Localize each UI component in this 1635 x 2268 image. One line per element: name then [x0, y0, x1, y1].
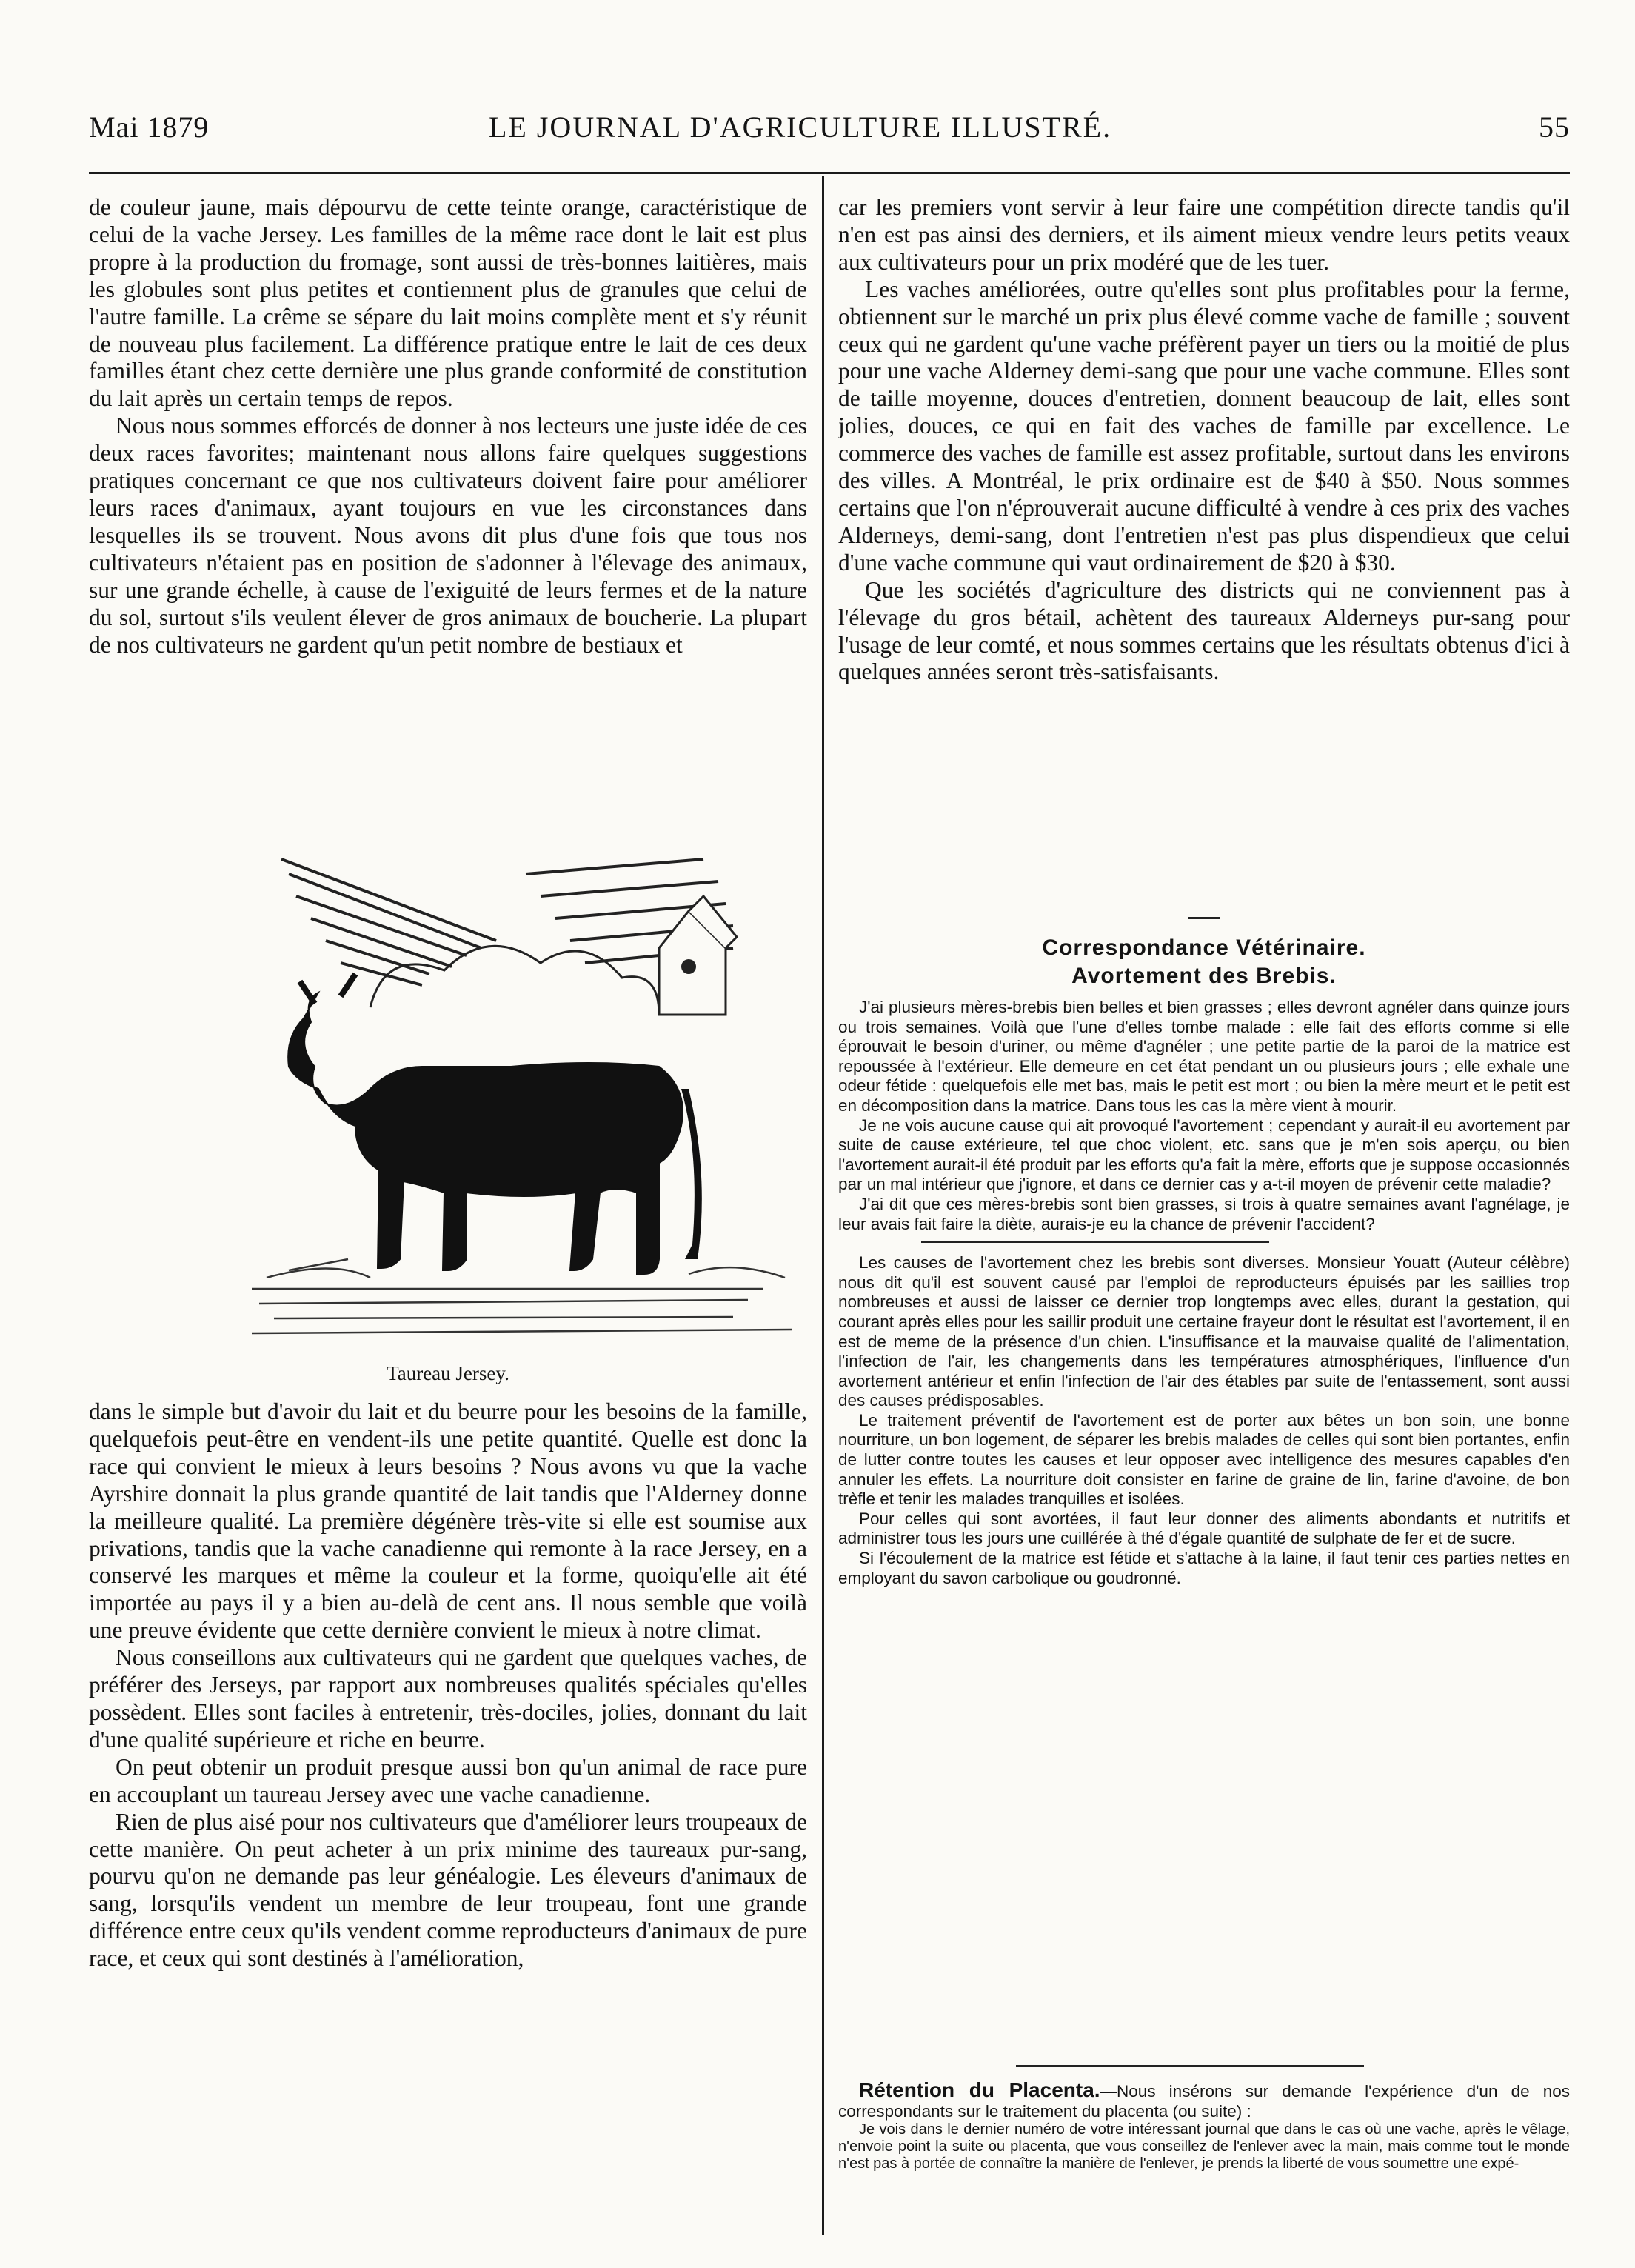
column-divider	[822, 176, 824, 2235]
paragraph: Nous conseillons aux cultivateurs qui ne gardent que quelques vaches, de préférer des Jerseys, par rapport aux nombreuses qualités spéciales qu'elles possèdent. Elles sont faciles à entretenir, très-dociles, jolies, donnant du lait d'une qualité supérieure et riche en beurre.	[89, 1644, 807, 1752]
retention-title: Rétention du Placenta.	[859, 2078, 1100, 2101]
paragraph: On peut obtenir un produit presque aussi bon qu'un animal de race pure en accouplant un taureau Jersey avec une vache canadienne.	[89, 1753, 807, 1807]
paragraph: de couleur jaune, mais dépourvu de cette teinte orange, caractéristique de celui de la vache Jersey. Les familles de la même race dont le lait est plus propre à la production du fromage, sont aussi de très-bonnes laitières, mais les globules sont plus petites et contiennent plus de granules que celui de l'autre famille. La crême se sépare du lait moins complète ment et s'y réunit de nouveau plus facilement. La différence pratique entre le lait de ces deux familles étant chez cette dernière une plus grande conformité de constitution du lait après un certain temps de repos.	[89, 194, 807, 412]
left-column-bottom	[89, 1398, 807, 2228]
barn-window-icon	[681, 959, 696, 974]
page-header	[89, 110, 1570, 145]
paragraph: Que les sociétés d'agriculture des districts qui ne conviennent pas à l'élevage du gros bétail, achètent des taureaux Alderneys pur-sang pour l'usage de leur comté, et nous sommes certains que les résultats obtenus d'ici à quelques années seront très-satisfaisants.	[838, 576, 1570, 685]
section-rule	[1188, 917, 1220, 919]
right-column-top	[838, 194, 1570, 890]
letter-rule	[921, 1241, 1269, 1243]
letter-paragraph: J'ai dit que ces mères-brebis sont bien grasses, si trois à quatre semaines avant l'agnélage, je leur avais fait faire la diète, aurais-je eu la chance de prévenir l'accident?	[838, 1194, 1570, 1233]
answer-paragraph: Pour celles qui sont avortées, il faut leur donner des aliments abondants et nutritifs et administrer tous les jours une cuillérée à thé d'égale quantité de sulphate de fer et de sucre.	[838, 1509, 1570, 1548]
paragraph: Nous nous sommes efforcés de donner à nos lecteurs une juste idée de ces deux races favorites; maintenant nous allons faire quelques suggestions pratiques concernant ce que nos cultivateurs doivent faire pour améliorer leurs races d'animaux, ayant toujours en vue les circonstances dans lesquelles ils se trouvent. Nous avons dit plus d'une fois que tous nos cultivateurs n'étaient pas en position de s'adonner à l'élevage des animaux, sur une grande échelle, à cause de l'exiguité de leurs fermes et de la nature du sol, surtout s'ils veulent élever de gros animaux de boucherie. La plupart de nos cultivateurs ne gardent qu'un petit nombre de bestiaux et	[89, 413, 807, 658]
illustration-caption: Taureau Jersey.	[387, 1362, 509, 1384]
paragraph: dans le simple but d'avoir du lait et du beurre pour les besoins de la famille, quelquefois peut-être en vendent-ils une petite quantité. Quelle est donc la race qui convient le mieux à leurs besoins ? Nous avons vu que la vache Ayrshire donnait la plus grande quantité de lait tandis que l'Alderney donne la meilleure qualité. La première dégénère très-vite si elle est soumise aux privations, tandis que la vache canadienne qui remonte à la race Jersey, en a conservé les marques et même la couleur et la forme, quoiqu'elle ait été importée au pays il y a bien au-delà de cent ans. Il nous semble que voilà une preuve évidente que cette dernière convient le mieux à notre climat.	[89, 1398, 807, 1644]
section-subheading: Avortement des Brebis.	[1071, 964, 1337, 988]
left-column-top	[89, 194, 807, 809]
correspondance-section	[838, 917, 1570, 2072]
paragraph: Rien de plus aisé pour nos cultivateurs que d'améliorer leurs troupeaux de cette manière. On peut acheter à un prix minime des taureaux pur-sang, pourvu qu'on ne demande pas leur généalogie. Les éleveurs d'animaux de sang, lorsqu'ils vendent un membre de leur troupeau, font une grande différence entre ceux qu'ils vendent comme reproducteurs d'animaux de pure race, et ceux qui sont destinés à l'amélioration,	[89, 1808, 807, 1972]
answer-paragraph: Les causes de l'avortement chez les brebis sont diverses. Monsieur Youatt (Auteur célèbre) nous dit qu'il est souvent causé par l'emploi de reproducteurs épuisés par les saillies trop nombreuses et aussi de laisser ce dernier trop longtemps avec elles, durant la gestation, qui courant après elles pour les saillir produit une certaine frayeur dont le résultat est l'avortement, il en est de meme de la présence d'un chien. L'insuffisance et la mauvaise qualité de l'alimentation, l'infection de l'air, les changements dans les températures atmosphériques, l'influence d'un avortement antérieur et enfin l'infection de l'air des étables par suite de l'entassement, sont aussi des causes prédisposables.	[838, 1253, 1570, 1410]
section-rule	[1016, 2065, 1364, 2067]
header-rule	[89, 172, 1570, 174]
section-heading: Correspondance Vétérinaire.	[1042, 935, 1366, 960]
paragraph: car les premiers vont servir à leur faire une compétition directe tandis qu'il n'en est pas ainsi des derniers, et ils aiment mieux vendre leurs petits veaux aux cultivateurs pour un prix modéré que de les tuer.	[838, 194, 1570, 275]
page-number: 55	[1539, 110, 1570, 144]
letter-paragraph: J'ai plusieurs mères-brebis bien belles et bien grasses ; elles devront agnéler dans quinze jours ou trois semaines. Voilà que l'une d'elles tombe malade : elle fait des efforts comme si elle éprouvait le besoin d'uriner, ou même d'agnéler ; une petite partie de la paroi de la matrice est repoussée à l'extérieur. Elle demeure en cet état pendant un ou plusieurs jours ; elle exhale une odeur fétide : quelquefois elle met bas, mais le petit est mort ; ou bien la mère meurt et le petit est en décomposition dans la matrice. Dans tous les cas la mère vient à mourir.	[838, 998, 1570, 1115]
answer-paragraph: Si l'écoulement de la matrice est fétide et s'attache à la laine, il faut tenir ces parties nettes en employant du savon carbolique ou goudronné.	[838, 1549, 1570, 1587]
answer-paragraph: Le traitement préventif de l'avortement est de porter aux bêtes un bon soin, une bonne nourriture, un bon logement, de séparer les brebis malades de celles qui sont bien portantes, enfin de lutter contre toutes les causes et leur opposer avec intelligence des mesures capables d'en annuler les effets. La nourriture doit consister en farine de graine de lin, farine d'avoine, de bon trèfle et tenir les malades tranquilles et isolées.	[838, 1410, 1570, 1509]
retention-letter: Je vois dans le dernier numéro de votre intéressant journal que dans le cas où une vache, après le vêlage, n'envoie point la suite ou placenta, que vous conseillez de l'enlever avec la main, mais comme tout le monde n'est pas à portée de connaître la manière de l'enlever, je prends la liberté de vous soumettre une expé-	[838, 2121, 1570, 2172]
tail-icon	[681, 1089, 702, 1259]
retention-section	[838, 2065, 1570, 2235]
paragraph: Les vaches améliorées, outre qu'elles sont plus profitables pour la ferme, obtiennent sur le marché un prix plus élevé comme vache de famille ; souvent ceux qui ne gardent qu'une vache préfèrent payer un tiers ou la moitié de plus pour une vache Alderney demi-sang que pour une vache commune. Elles sont de taille moyenne, douces d'entretien, donnent beaucoup de lait, elles sont jolies, douces, ce qui en fait des vaches de famille par excellence. Le commerce des vaches de famille est assez profitable, surtout dans les environs des villes. A Montréal, le prix ordinaire est de $40 à $50. Nous sommes certains que l'on n'éprouverait aucune difficulté à vendre à ces prix des vaches Alderneys, demi-sang, dont l'entretien n'est pas plus dispendieux que celui d'une vache commune qui vaut ordinairement de $20 à $30.	[838, 276, 1570, 576]
retention-intro: —Nous insérons sur demande l'expérience d'un de nos correspondants sur le traitement du placenta (ou suite) :	[838, 2082, 1570, 2121]
letter-paragraph: Je ne vois aucune cause qui ait provoqué l'avortement ; cependant y aurait-il eu avortement par suite de cause extérieure, tel que choc violent, etc. sans que je m'en sois aperçu, ou bien l'avortement aurait-il été produit par les efforts qu'a fait la mère, efforts que je suppose occasionnés par un mal intérieur que j'ignore, et dans ce dernier cas y a-t-il moyen de prévenir cette maladie?	[838, 1115, 1570, 1194]
journal-title: LE JOURNAL D'AGRICULTURE ILLUSTRÉ.	[489, 110, 1112, 144]
issue-date: Mai 1879	[89, 110, 210, 144]
jersey-bull-illustration	[244, 844, 807, 1348]
